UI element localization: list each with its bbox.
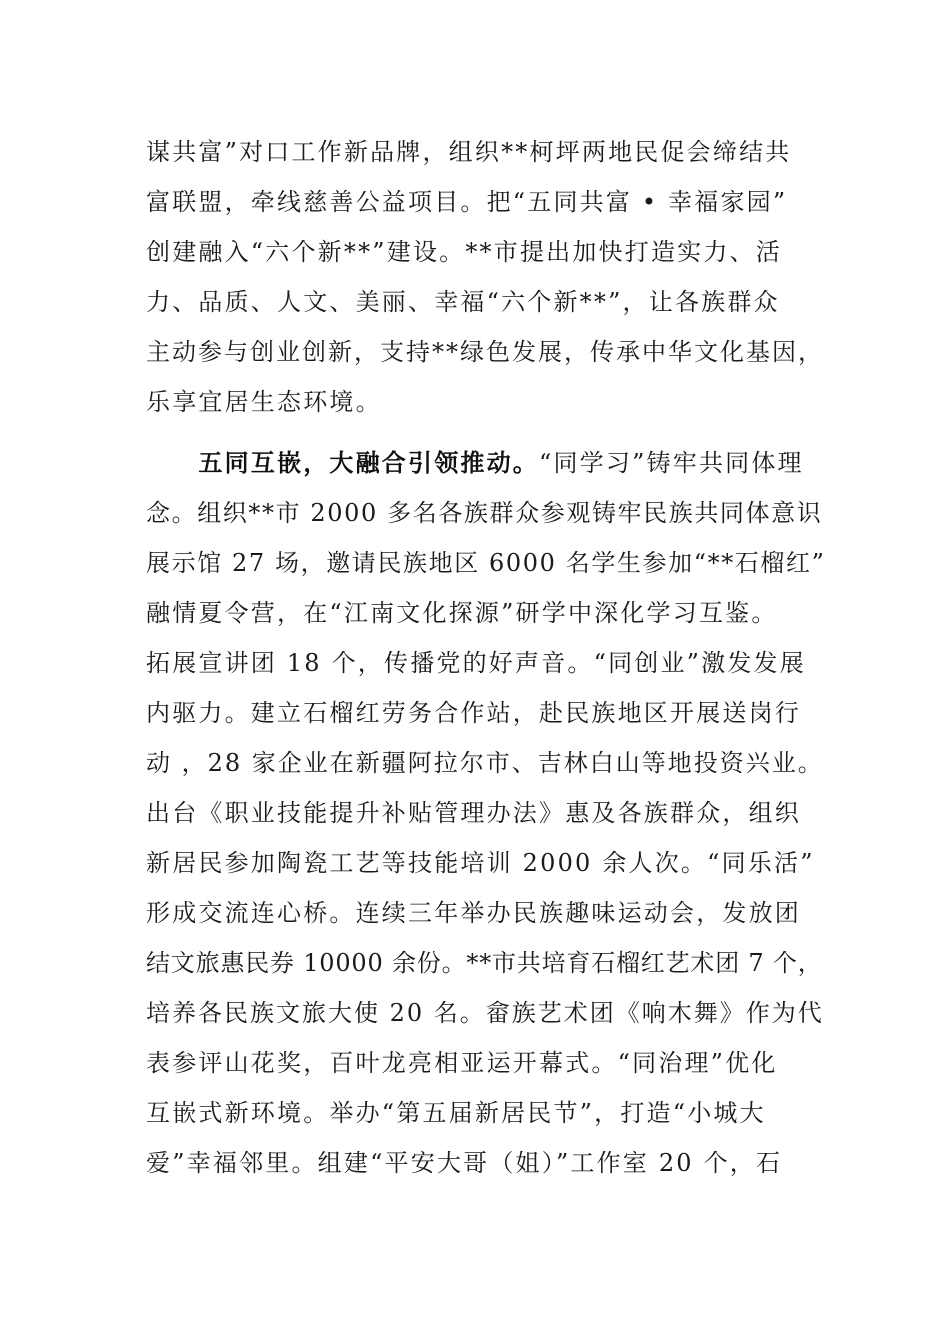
text-line: 形成交流连心桥。连续三年举办民族趣味运动会，发放团 xyxy=(146,899,801,927)
text-line: 培养各民族文旅大使 20 名。畲族艺术团《响木舞》作为代 xyxy=(146,999,824,1027)
text-line: 结文旅惠民券 10000 余份。**市共培育石榴红艺术团 7 个， xyxy=(146,949,823,977)
text-line: 念。组织**市 2000 多名各族群众参观铸牢民族共同体意识 xyxy=(146,499,823,527)
paragraph-1 xyxy=(146,127,826,427)
text-line: 动 ，28 家企业在新疆阿拉尔市、吉林白山等地投资兴业。 xyxy=(146,749,824,777)
text-line: 拓展宣讲团 18 个，传播党的好声音。“同创业”激发发展 xyxy=(146,649,806,677)
text-line-first xyxy=(146,438,826,488)
text-line: 富联盟，牵线慈善公益项目。把“五同共富 • 幸福家园” xyxy=(146,188,788,216)
text-line: 主动参与创业创新，支持**绿色发展，传承中华文化基因， xyxy=(146,338,824,366)
text-line-rest: “同学习”铸牢共同体理 xyxy=(539,449,804,477)
text-line: 互嵌式新环境。举办“第五届新居民节”，打造“小城大 xyxy=(146,1099,766,1127)
text-line: 谋共富”对口工作新品牌，组织**柯坪两地民促会缔结共 xyxy=(146,138,792,166)
text-line: 新居民参加陶瓷工艺等技能培训 2000 余人次。“同乐活” xyxy=(146,849,815,877)
text-line: 融情夏令营，在“江南文化探源”研学中深化学习互鉴。 xyxy=(146,599,778,627)
text-line: 爱”幸福邻里。组建“平安大哥（姐）”工作室 20 个，石 xyxy=(146,1149,783,1177)
paragraph-lead-heading: 五同互嵌，大融合引领推动。 xyxy=(198,449,540,477)
text-line: 表参评山花奖，百叶龙亮相亚运开幕式。“同治理”优化 xyxy=(146,1049,778,1077)
text-line: 乐享宜居生态环境。 xyxy=(146,388,382,416)
paragraph-2 xyxy=(146,438,826,1188)
text-line: 创建融入“六个新**”建设。**市提出加快打造实力、活 xyxy=(146,238,782,266)
text-line: 展示馆 27 场，邀请民族地区 6000 名学生参加“**石榴红” xyxy=(146,549,826,577)
text-line: 出台《职业技能提升补贴管理办法》惠及各族群众，组织 xyxy=(146,799,801,827)
text-line: 力、品质、人文、美丽、幸福“六个新**”，让各族群众 xyxy=(146,288,780,316)
text-line: 内驱力。建立石榴红劳务合作站，赴民族地区开展送岗行 xyxy=(146,699,801,727)
